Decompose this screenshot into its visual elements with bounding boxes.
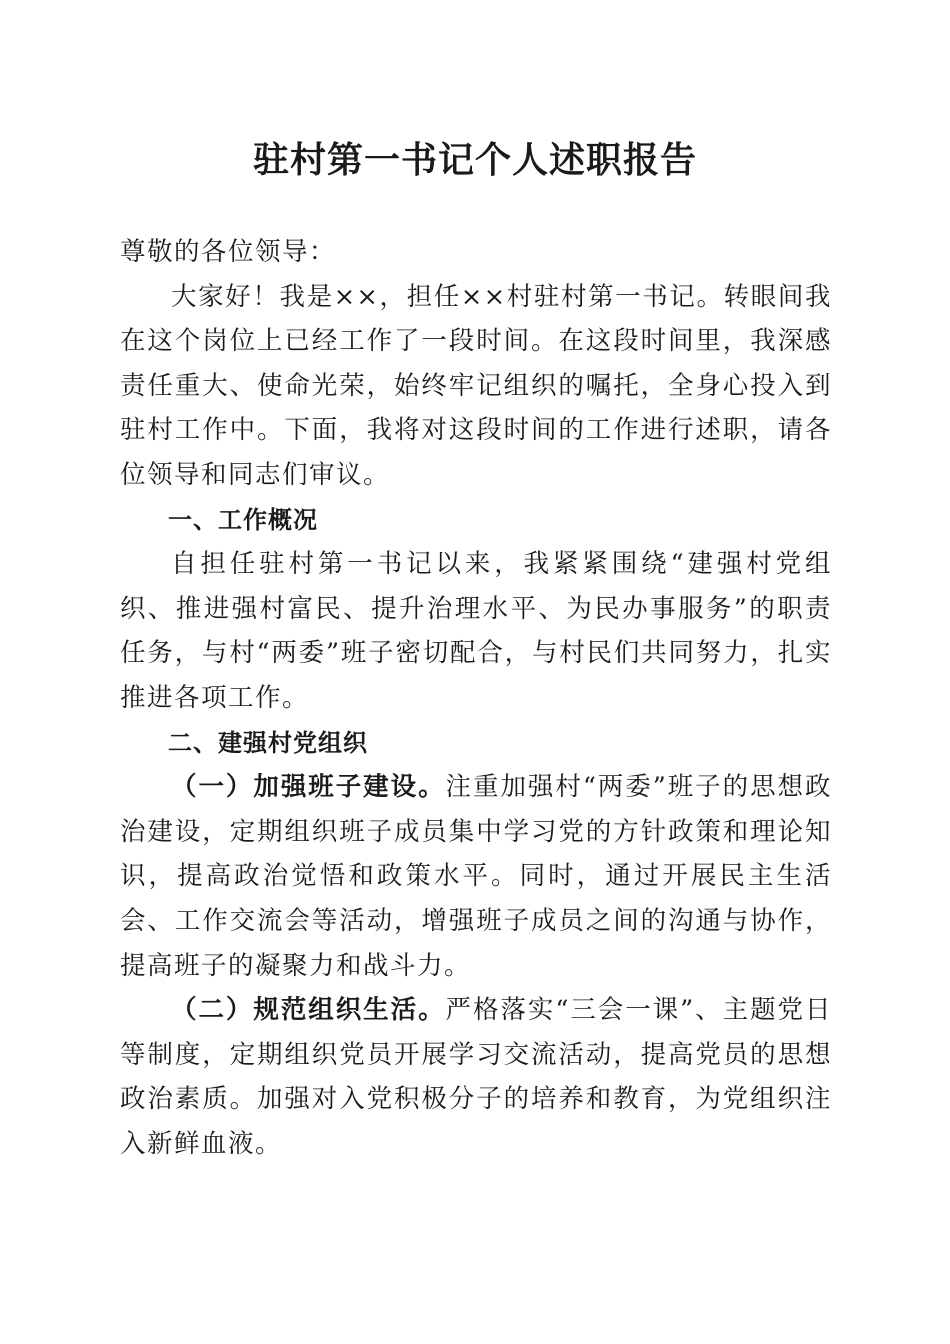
overview-paragraph: 自担任驻村第一书记以来，我紧紧围绕“建强村党组织、推进强村富民、提升治理水平、为民办事服务”的职责任务，与村“两委”班子密切配合，与村民们共同努力，扎实推进各项工作。 bbox=[120, 549, 832, 713]
organization-life-lead: （二）规范组织生活。 bbox=[171, 995, 446, 1026]
team-building-paragraph bbox=[120, 765, 832, 988]
document-body bbox=[120, 230, 832, 1166]
salutation: 尊敬的各位领导： bbox=[120, 237, 337, 267]
section-heading-overview: 一、工作概况 bbox=[168, 505, 318, 534]
team-building-lead: （一）加强班子建设。 bbox=[171, 772, 446, 803]
team-building-text: 注重加强村“两委”班子的思想政治建设，定期组织班子成员集中学习党的方针政策和理论知识，提高政治觉悟和政策水平。同时，通过开展民主生活会、工作交流会等活动，增强班子成员之间的沟通与协作，提高班子的凝聚力和战斗力。 bbox=[120, 772, 832, 981]
document-title: 驻村第一书记个人述职报告 bbox=[252, 139, 697, 181]
organization-life-paragraph bbox=[120, 988, 832, 1166]
section-heading-party-organization: 二、建强村党组织 bbox=[168, 728, 368, 757]
intro-paragraph: 大家好！我是××，担任××村驻村第一书记。转眼间我在这个岗位上已经工作了一段时间。在这段时间里，我深感责任重大、使命光荣，始终牢记组织的嘱托，全身心投入到驻村工作中。下面，我将对这段时间的工作进行述职，请各位领导和同志们审议。 bbox=[120, 281, 832, 490]
organization-life-text: 严格落实“三会一课”、主题党日等制度，定期组织党员开展学习交流活动，提高党员的思想政治素质。加强对入党积极分子的培养和教育，为党组织注入新鲜血液。 bbox=[120, 995, 832, 1159]
